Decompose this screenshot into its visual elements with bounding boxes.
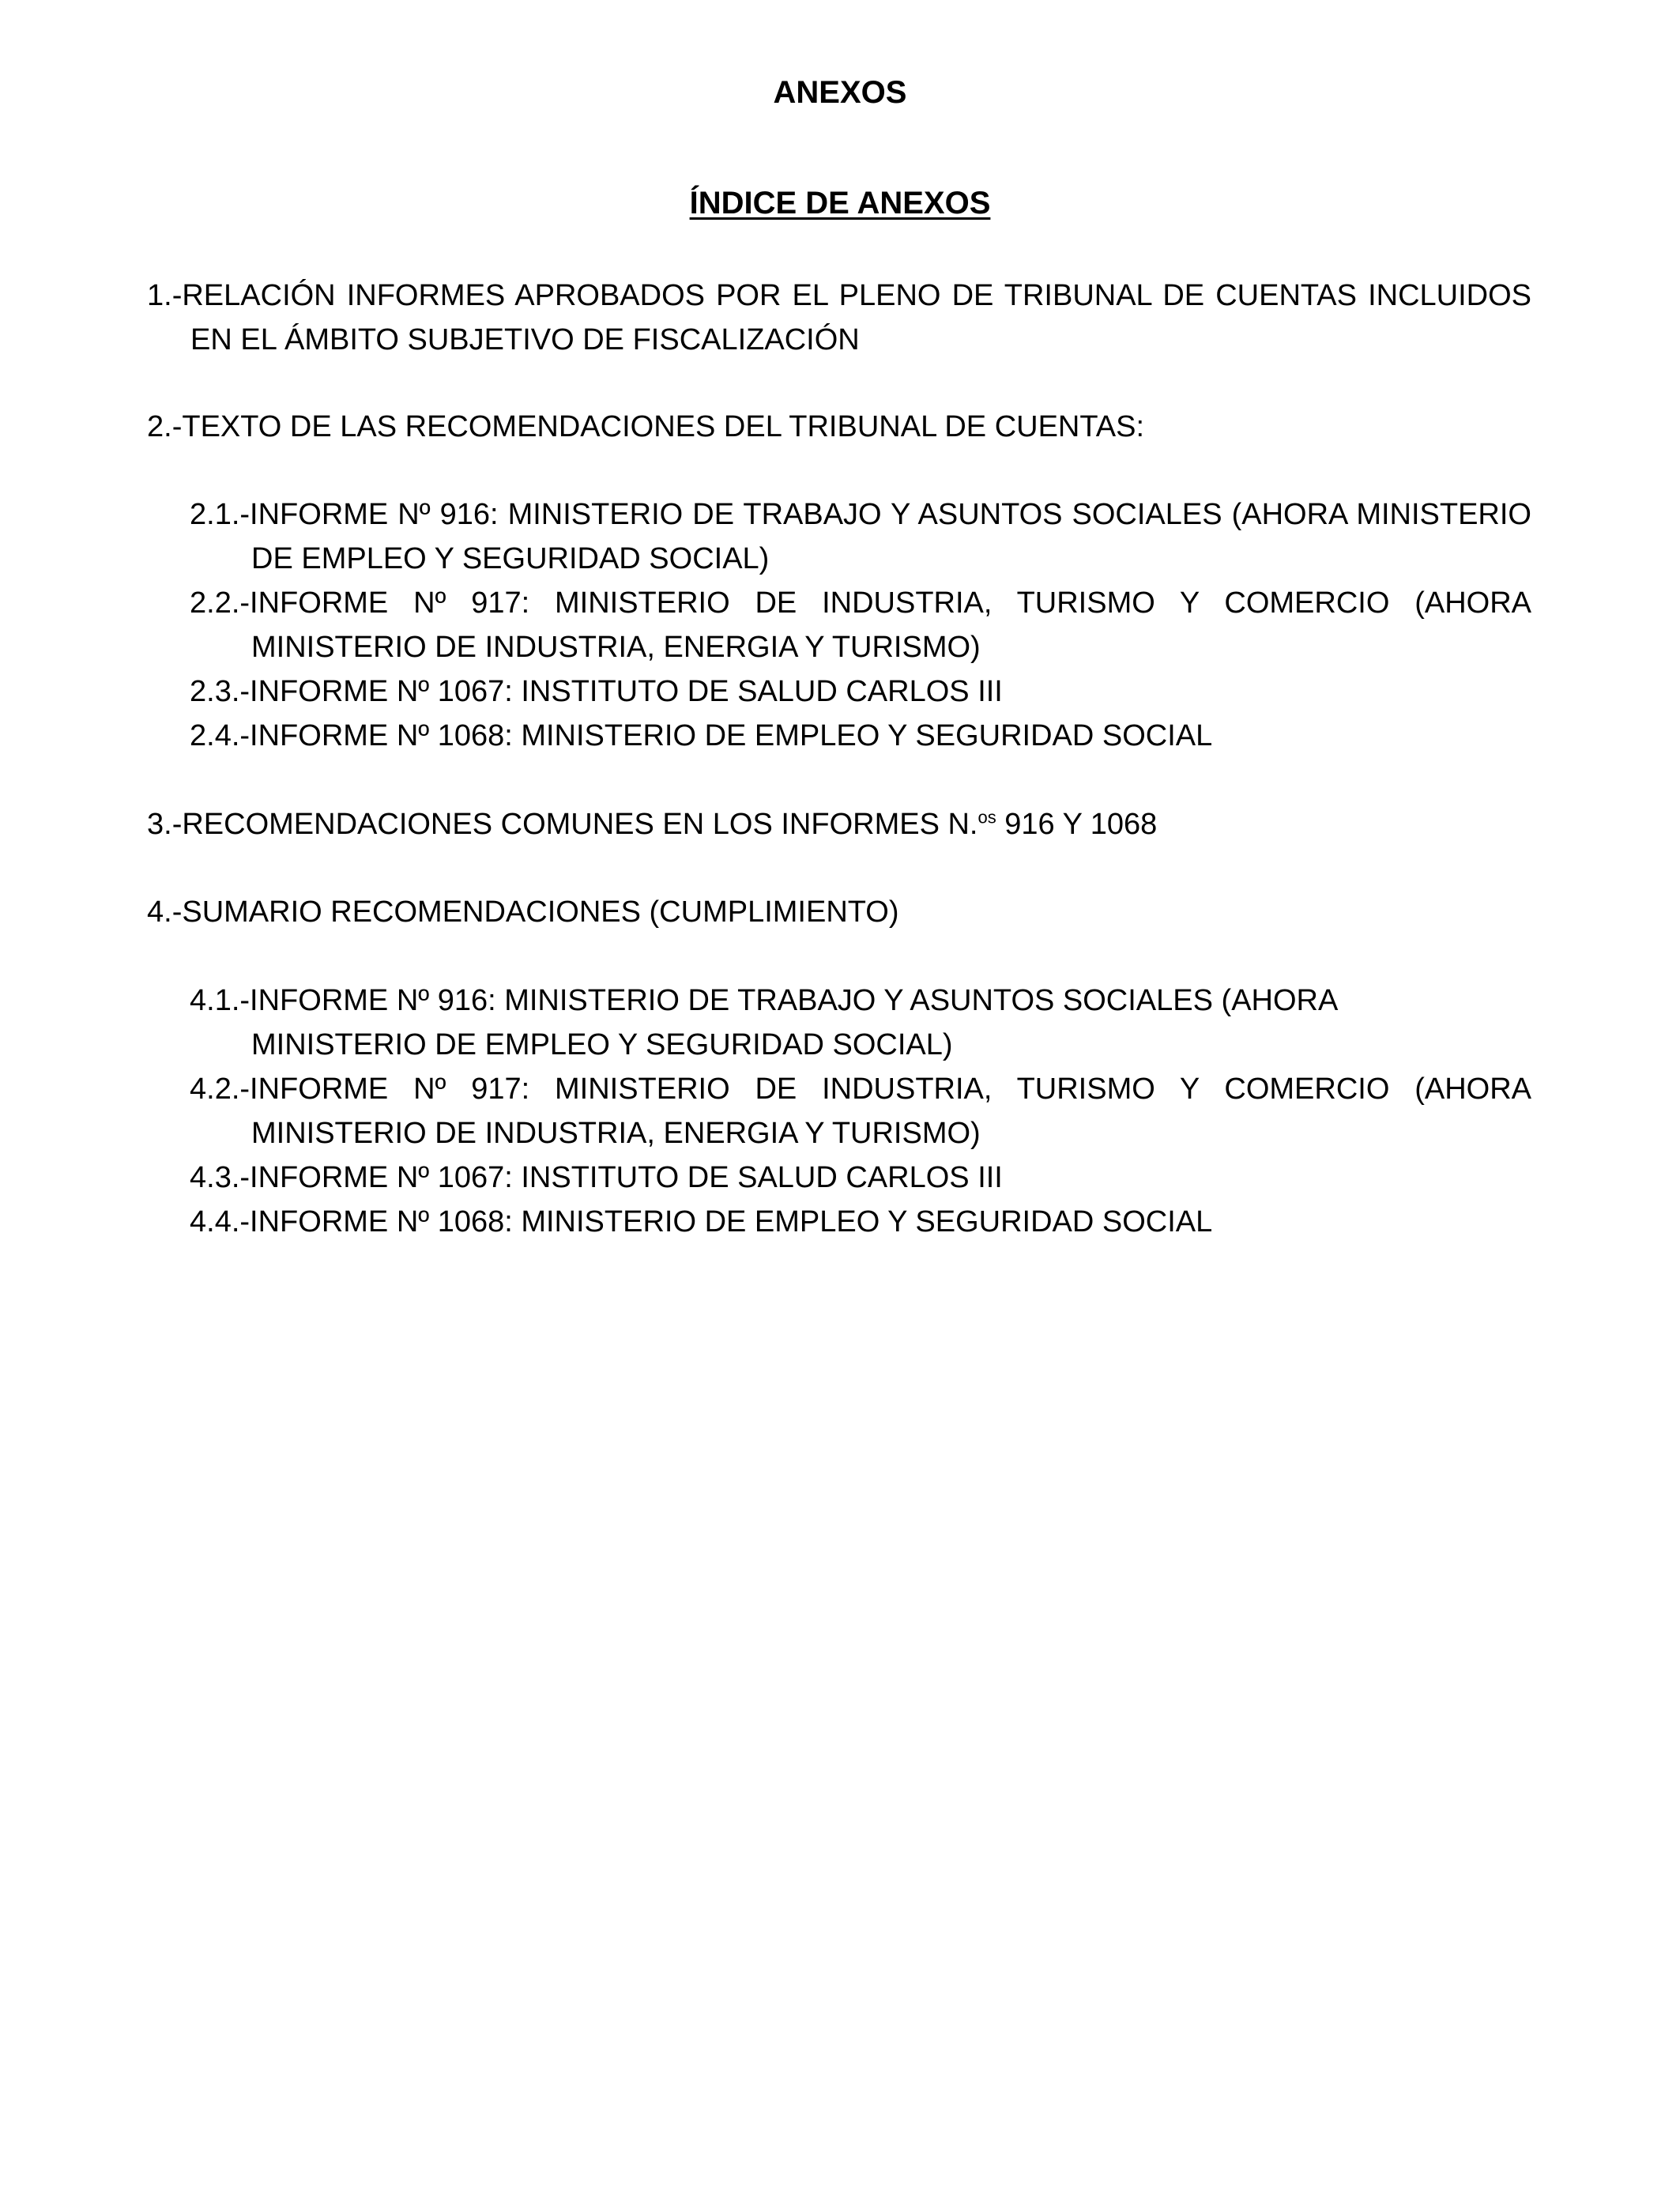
entry-text-superscript: os: [977, 807, 996, 827]
entry-number: 4.2.-: [190, 1072, 250, 1106]
entry-text: INFORME Nº 917: MINISTERIO DE INDUSTRIA, TURISMO Y COMERCIO (AHORA MINISTERIO DE INDUSTRIA, ENERGIA Y TURISMO): [250, 586, 1531, 664]
entry-number: 3.-: [147, 808, 183, 841]
index-entry-4-3: [190, 1155, 1531, 1200]
index-entry-2: [147, 405, 1531, 449]
index-entry-4: [147, 890, 1531, 934]
index-entry-2-2: [190, 581, 1531, 669]
index-entry-2-3: [190, 669, 1531, 714]
entry-text: INFORME Nº 1068: MINISTERIO DE EMPLEO Y SEGURIDAD SOCIAL: [250, 1205, 1213, 1238]
entry-number: 2.3.-: [190, 675, 250, 708]
page-title: ANEXOS: [773, 75, 907, 110]
entry-text-end: 916 Y 1068: [996, 808, 1158, 841]
entry-text: INFORME Nº 1068: MINISTERIO DE EMPLEO Y SEGURIDAD SOCIAL: [250, 719, 1213, 752]
entry-text: RELACIÓN INFORMES APROBADOS POR EL PLENO DE TRIBUNAL DE CUENTAS INCLUIDOS EN EL ÁMBITO SUBJETIVO DE FISCALIZACIÓN: [182, 279, 1531, 356]
entry-number: 4.3.-: [190, 1161, 250, 1194]
entry-text: INFORME Nº 916: MINISTERIO DE TRABAJO Y ASUNTOS SOCIALES (AHORA MINISTERIO DE EMPLEO Y SEGURIDAD SOCIAL): [250, 498, 1531, 575]
entry-text: RECOMENDACIONES COMUNES EN LOS INFORMES N.: [182, 808, 978, 841]
index-entry-2-4: [190, 714, 1531, 758]
entry-number: 4.1.-: [190, 984, 250, 1017]
entry-number: 2.1.-: [190, 498, 250, 531]
entry-number: 2.-: [147, 410, 183, 443]
entry-number: 1.-: [147, 279, 183, 312]
entry-number: 2.2.-: [190, 586, 250, 620]
entry-number: 2.4.-: [190, 719, 250, 752]
entry-text: SUMARIO RECOMENDACIONES (CUMPLIMIENTO): [182, 895, 899, 929]
entry-number: 4.-: [147, 895, 183, 929]
entry-text: INFORME Nº 916: MINISTERIO DE TRABAJO Y ASUNTOS SOCIALES (AHORA MINISTERIO DE EMPLEO Y SEGURIDAD SOCIAL): [250, 984, 1337, 1061]
index-title: ÍNDICE DE ANEXOS: [689, 186, 991, 221]
index-entry-1: [147, 273, 1531, 362]
entry-text: INFORME Nº 1067: INSTITUTO DE SALUD CARLOS III: [250, 1161, 1003, 1194]
index-entry-4-4: [190, 1200, 1531, 1244]
index-entry-4-1: [190, 978, 1454, 1067]
entry-number: 4.4.-: [190, 1205, 250, 1238]
entry-text: INFORME Nº 917: MINISTERIO DE INDUSTRIA, TURISMO Y COMERCIO (AHORA MINISTERIO DE INDUSTRIA, ENERGIA Y TURISMO): [250, 1072, 1531, 1150]
index-entry-4-2: [190, 1067, 1531, 1155]
entry-text: INFORME Nº 1067: INSTITUTO DE SALUD CARLOS III: [250, 675, 1003, 708]
entry-text: TEXTO DE LAS RECOMENDACIONES DEL TRIBUNAL DE CUENTAS:: [182, 410, 1145, 443]
index-entry-2-1: [190, 492, 1531, 581]
index-entry-3: [147, 802, 1531, 846]
